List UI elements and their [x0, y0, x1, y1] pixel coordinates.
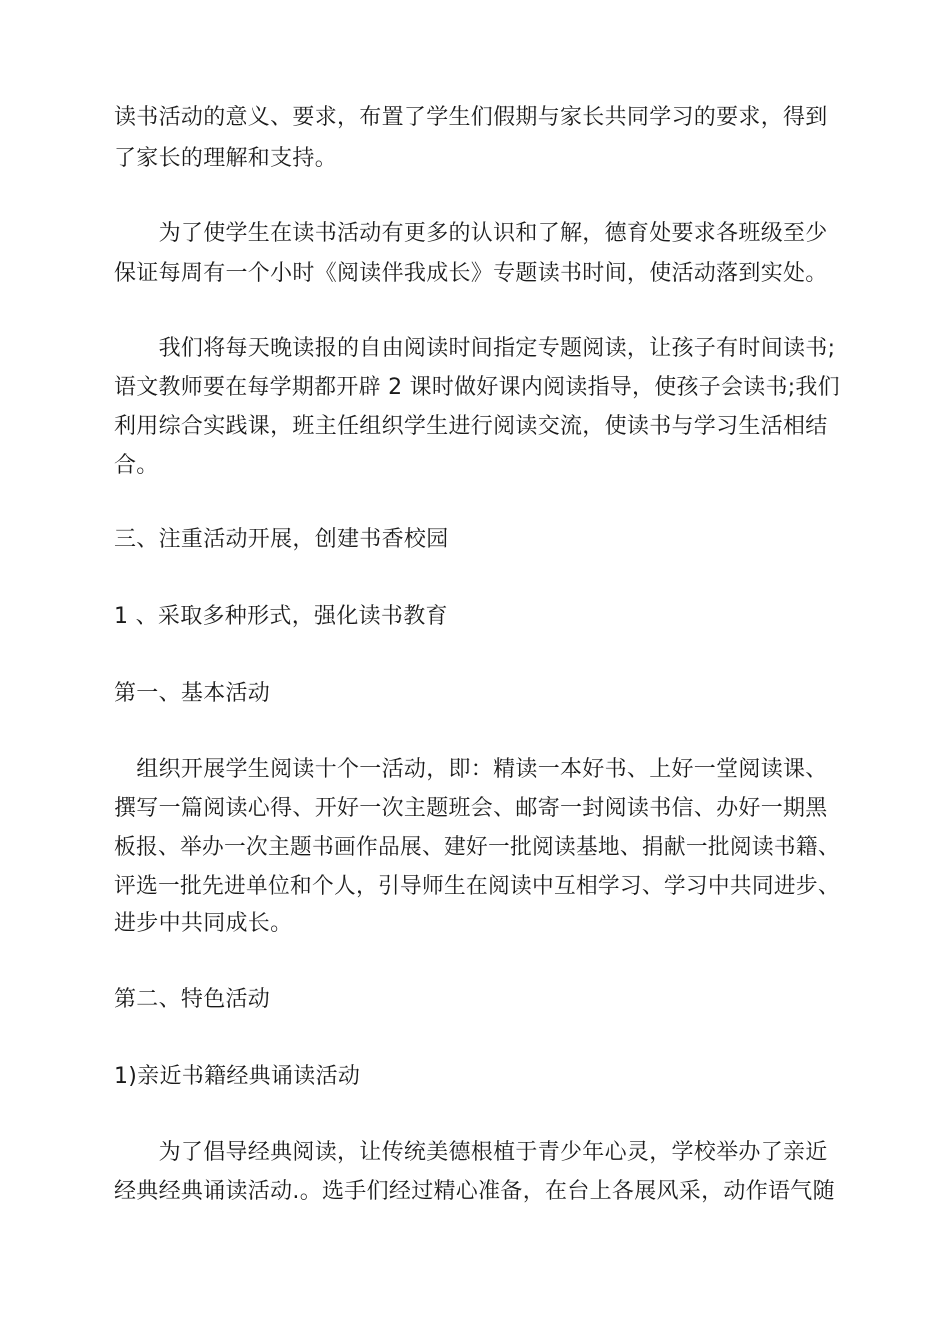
text-line: 为了倡导经典阅读，让传统美德根植于青少年心灵，学校举办了亲近: [114, 1140, 828, 1165]
text-line: 利用综合实践课，班主任组织学生进行阅读交流，使读书与学习生活相结: [114, 414, 828, 439]
text-line: 我们将每天晚读报的自由阅读时间指定专题阅读，让孩子有时间读书;: [114, 336, 836, 361]
subsection-heading: 第一、基本活动: [114, 681, 271, 706]
text-line: 读书活动的意义、要求，布置了学生们假期与家长共同学习的要求，得到: [114, 105, 828, 130]
text-line: 板报、举办一次主题书画作品展、建好一批阅读基地、捐献一批阅读书籍、: [114, 835, 840, 860]
text-line: 保证每周有一个小时《阅读伴我成长》专题读书时间，使活动落到实处。: [114, 261, 828, 286]
subsection-heading: 1)亲近书籍经典诵读活动: [114, 1064, 361, 1089]
text-line: 语文教师要在每学期都开辟 2 课时做好课内阅读指导，使孩子会读书;我们: [114, 375, 840, 400]
text-line: 进步中共同成长。: [114, 911, 293, 936]
section-heading: 三、注重活动开展，创建书香校园: [114, 527, 449, 552]
subsection-heading: 1 、采取多种形式，强化读书教育: [114, 604, 448, 629]
text-line: 合。: [114, 453, 159, 478]
text-line: 经典经典诵读活动.。选手们经过精心准备，在台上各展风采，动作语气随: [114, 1179, 835, 1204]
text-line: 了家长的理解和支持。: [114, 146, 338, 171]
subsection-heading: 第二、特色活动: [114, 987, 271, 1012]
text-line: 为了使学生在读书活动有更多的认识和了解，德育处要求各班级至少: [114, 221, 828, 246]
text-line: 评选一批先进单位和个人，引导师生在阅读中互相学习、学习中共同进步、: [114, 874, 840, 899]
text-line: 组织开展学生阅读十个一活动，即：精读一本好书、上好一堂阅读课、: [114, 757, 828, 782]
text-line: 撰写一篇阅读心得、开好一次主题班会、邮寄一封阅读书信、办好一期黑: [114, 796, 828, 821]
